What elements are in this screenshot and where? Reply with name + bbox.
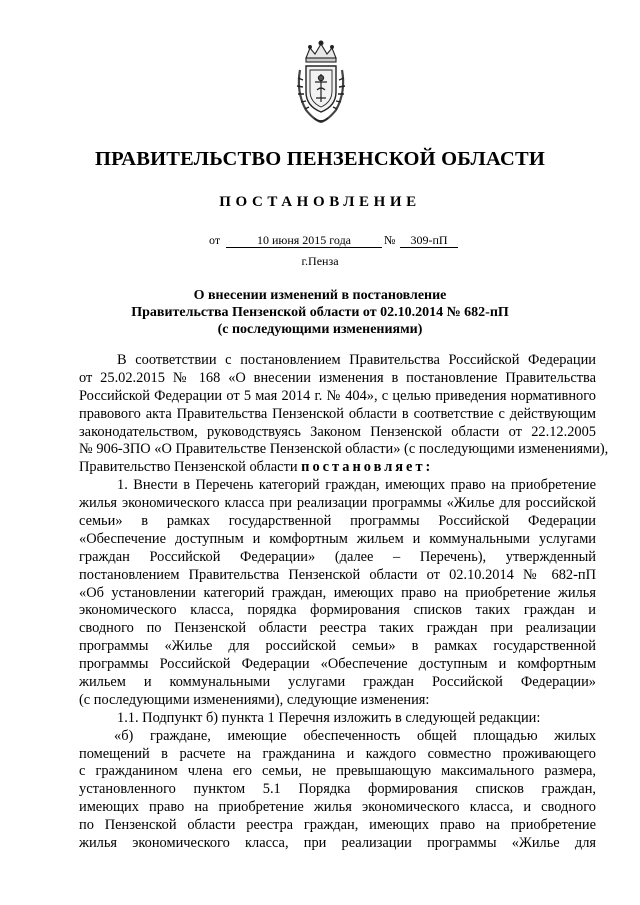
body-line: жилья экономического класса, при реализации программы «Жилье для: [79, 835, 596, 852]
document-number: 309-пП: [400, 233, 458, 248]
document-type: ПОСТАНОВЛЕНИЕ: [219, 194, 421, 210]
body-line: имеющих право на приобретение жилья экономического класса, и сводного: [79, 799, 596, 816]
date-prefix: от: [209, 233, 221, 247]
body-line: помещений в расчете на гражданина и каждого совместно проживающего: [79, 745, 596, 762]
body-line: «б) граждане, имеющие обеспеченность общей площадью жилых: [114, 727, 596, 744]
document-subject: [0, 287, 640, 338]
coat-of-arms-icon: [292, 40, 350, 124]
body-line: программы Российской Федерации «Обеспечение доступным и комфортным: [79, 656, 596, 673]
subject-line: (с последующими изменениями): [217, 322, 423, 337]
body-line: [79, 459, 596, 477]
body-line: (с последующими изменениями), следующие изменения:: [79, 691, 430, 708]
resolution-keyword: постановляет:: [301, 459, 434, 476]
city: г.Пенза: [301, 254, 339, 268]
number-prefix: №: [384, 233, 396, 247]
body-line: с гражданином члена его семьи, не превышающую максимального размера,: [79, 763, 596, 780]
body-line: экономического класса, порядка формирования списков таких граждан и: [79, 602, 596, 619]
document-date: 10 июня 2015 года: [226, 233, 382, 248]
date-number-line: [0, 232, 640, 250]
body-line: от 25.02.2015 № 168 «О внесении изменения в постановление Правительства: [79, 369, 596, 386]
body-line: установленного пунктом 5.1 Порядка формирования списков граждан,: [79, 781, 596, 798]
body-line: № 906-ЗПО «О Правительстве Пензенской области» (с последующими изменениями),: [79, 441, 609, 458]
body-line: жилья экономического класса при реализации программы «Жилье для российской: [79, 495, 596, 512]
body-line: по Пензенской области реестра граждан, имеющих право на приобретение: [79, 817, 596, 834]
body-line: постановлением Правительства Пензенской области от 02.10.2014 № 682-пП: [79, 566, 596, 583]
body-line: 1. Внести в Перечень категорий граждан, имеющих право на приобретение: [117, 477, 596, 494]
body-line: правового акта Правительства Пензенской области в соответствие с действующим: [79, 405, 596, 422]
body-line: законодательством, руководствуясь Законом Пензенской области от 22.12.2005: [79, 423, 596, 440]
body-line: жильем и коммунальными услугами граждан Российской Федерации»: [79, 674, 596, 691]
body-line: программы «Жилье для российской семьи» в рамках государственной: [79, 638, 596, 655]
body-line: «Обеспечение доступным и комфортным жильем и коммунальными услугами: [79, 530, 596, 547]
body-line: семьи» в рамках государственной программы Российской Федерации: [79, 513, 596, 530]
body-line: граждан Российской Федерации» (далее – Перечень), утвержденный: [79, 548, 596, 565]
body-line: сводного по Пензенской области реестра таких граждан при реализации: [79, 620, 596, 637]
subject-line: О внесении изменений в постановление: [193, 288, 447, 303]
body-line: «Об установлении категорий граждан, имеющих право на приобретение жилья: [79, 584, 596, 601]
body-line: В соответствии с постановлением Правительства Российской Федерации: [117, 352, 596, 368]
document-body: [79, 352, 609, 853]
government-title: ПРАВИТЕЛЬСТВО ПЕНЗЕНСКОЙ ОБЛАСТИ: [95, 148, 545, 170]
subject-line: Правительства Пензенской области от 02.10.2014 № 682-пП: [131, 305, 509, 320]
body-text: Правительство Пензенской области: [79, 459, 298, 476]
body-line: Российской Федерации от 5 мая 2014 г. № 404», с целью приведения нормативного: [79, 387, 596, 404]
body-line: 1.1. Подпункт б) пункта 1 Перечня изложить в следующей редакции:: [117, 709, 541, 726]
